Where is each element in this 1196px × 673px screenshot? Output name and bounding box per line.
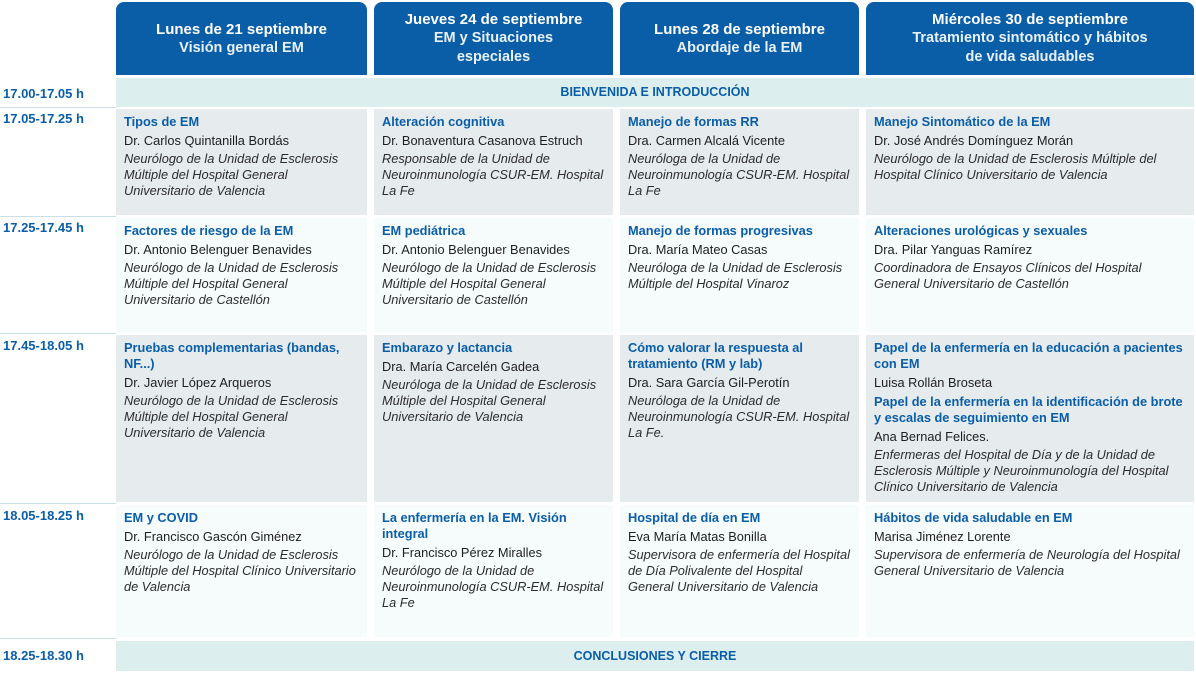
row-divider [0, 107, 116, 108]
session-cell [374, 218, 613, 332]
speaker-role: Neurólogo de la Unidad de Esclerosis Múltiple del Hospital Clínico Universitario de Valencia [124, 547, 356, 594]
time-slot: 17.00-17.05 h [3, 86, 84, 101]
speaker-role: Neurólogo de la Unidad de Esclerosis Múltiple del Hospital General Universitario de Castellón [382, 260, 597, 307]
session-title: Hospital de día en EM [628, 510, 761, 525]
row-divider [0, 503, 116, 504]
speaker-name: Dr. Bonaventura Casanova Estruch [382, 133, 583, 148]
session-cell [620, 505, 859, 637]
speaker-name: Dr. Antonio Belenguer Benavides [382, 242, 570, 257]
session-title: EM pediátrica [382, 223, 466, 238]
speaker-name: Dr. Antonio Belenguer Benavides [124, 242, 312, 257]
speaker-role: Neurólogo de la Unidad de Esclerosis Múltiple del Hospital Clínico Universitario de Valencia [874, 151, 1157, 182]
session-cell [866, 505, 1194, 637]
session-title: Tipos de EM [124, 114, 200, 129]
speaker-role: Neurólogo de la Unidad de Esclerosis Múltiple del Hospital General Universitario de Valencia [124, 393, 339, 440]
speaker-name: Dra. María Mateo Casas [628, 242, 768, 257]
day-subtitle: EM y Situaciones especiales [433, 30, 554, 65]
session-title-secondary: Papel de la enfermería en la identificación de brote y escalas de seguimiento en EM [874, 394, 1183, 425]
speaker-name: Dra. Carmen Alcalá Vicente [628, 133, 785, 148]
day-subtitle: Tratamiento sintomático y hábitos de vida saludables [912, 30, 1148, 65]
row-divider [0, 333, 116, 334]
day-date: Miércoles 30 de septiembre [932, 11, 1128, 28]
speaker-role: Neuróloga de la Unidad de Neuroinmunología CSUR-EM. Hospital La Fe [628, 151, 850, 198]
session-cell [374, 335, 613, 502]
day-header-1 [116, 2, 367, 75]
session-title: Cómo valorar la respuesta al tratamiento (RM y lab) [628, 340, 803, 371]
session-cell [116, 109, 367, 215]
speaker-role: Supervisora de enfermería del Hospital de Día Polivalente del Hospital General Universitario de Valencia [628, 547, 850, 594]
session-cell [866, 218, 1194, 332]
time-slot: 18.25-18.30 h [3, 648, 84, 663]
speaker-name: Dr. Francisco Pérez Miralles [382, 545, 542, 560]
session-title: Embarazo y lactancia [382, 340, 513, 355]
speaker-role: Neuróloga de la Unidad de Esclerosis Múltiple del Hospital Vinaroz [628, 260, 843, 291]
day-header-4 [866, 2, 1194, 75]
speaker-role: Responsable de la Unidad de Neuroinmunología CSUR-EM. Hospital La Fe [382, 151, 604, 198]
speaker-name: Eva María Matas Bonilla [628, 529, 767, 544]
session-title: Factores de riesgo de la EM [124, 223, 294, 238]
day-subtitle: Abordaje de la EM [676, 39, 803, 56]
day-header-3 [620, 2, 859, 75]
speaker-role: Coordinadora de Ensayos Clínicos del Hospital General Universitario de Castellón [874, 260, 1142, 291]
speaker-role: Neurólogo de la Unidad de Neuroinmunología CSUR-EM. Hospital La Fe [382, 563, 604, 610]
speaker-role: Supervisora de enfermería de Neurología del Hospital General Universitario de Valencia [874, 547, 1180, 578]
time-slot: 17.25-17.45 h [3, 220, 84, 235]
speaker-role: Neurólogo de la Unidad de Esclerosis Múltiple del Hospital General Universitario de Castellón [124, 260, 339, 307]
day-date: Jueves 24 de septiembre [404, 11, 583, 28]
closing-band: CONCLUSIONES Y CIERRE [116, 641, 1194, 671]
session-cell [620, 218, 859, 332]
session-cell [116, 335, 367, 502]
session-cell [116, 218, 367, 332]
session-title: Alteraciones urológicas y sexuales [874, 223, 1088, 238]
speaker-name-secondary: Ana Bernad Felices. [874, 429, 990, 444]
session-cell [374, 109, 613, 215]
session-title: La enfermería en la EM. Visión integral [382, 510, 567, 541]
time-slot: 17.05-17.25 h [3, 111, 84, 126]
session-title: EM y COVID [124, 510, 198, 525]
day-header-2 [374, 2, 613, 75]
session-title: Alteración cognitiva [382, 114, 505, 129]
session-title: Manejo Sintomático de la EM [874, 114, 1051, 129]
time-slot: 18.05-18.25 h [3, 508, 84, 523]
day-date: Lunes de 21 septiembre [156, 20, 327, 38]
speaker-role: Enfermeras del Hospital de Día y de la Unidad de Esclerosis Múltiple y Neuroinmunología del Hospital Clínico Universitario de Valencia [874, 447, 1169, 494]
day-date: Lunes 28 de septiembre [654, 20, 825, 38]
session-cell [866, 335, 1194, 502]
session-title: Manejo de formas progresivas [628, 223, 813, 238]
session-title: Hábitos de vida saludable en EM [874, 510, 1073, 525]
session-title: Pruebas complementarias (bandas, NF...) [124, 340, 340, 371]
speaker-name: Dr. Javier López Arqueros [124, 375, 272, 390]
welcome-band: BIENVENIDA E INTRODUCCIÓN [116, 78, 1194, 107]
row-divider [0, 216, 116, 217]
speaker-role: Neuróloga de la Unidad de Esclerosis Múltiple del Hospital General Universitario de Valencia [382, 377, 597, 424]
speaker-name: Luisa Rollán Broseta [874, 375, 993, 390]
speaker-role: Neuróloga de la Unidad de Neuroinmunología CSUR-EM. Hospital La Fe. [628, 393, 850, 440]
time-slot: 17.45-18.05 h [3, 338, 84, 353]
speaker-name: Dr. Francisco Gascón Giménez [124, 529, 302, 544]
speaker-name: Dra. María Carcelén Gadea [382, 359, 540, 374]
session-cell [374, 505, 613, 637]
session-title: Papel de la enfermería en la educación a pacientes con EM [874, 340, 1183, 371]
day-subtitle: Visión general EM [179, 39, 304, 56]
row-divider [0, 638, 116, 639]
session-title: Manejo de formas RR [628, 114, 759, 129]
speaker-name: Dra. Sara García Gil-Perotín [628, 375, 790, 390]
speaker-role: Neurólogo de la Unidad de Esclerosis Múltiple del Hospital General Universitario de Valencia [124, 151, 339, 198]
speaker-name: Marisa Jiménez Lorente [874, 529, 1011, 544]
session-cell [620, 109, 859, 215]
speaker-name: Dr. José Andrés Domínguez Morán [874, 133, 1074, 148]
session-cell [620, 335, 859, 502]
session-cell [866, 109, 1194, 215]
speaker-name: Dr. Carlos Quintanilla Bordás [124, 133, 290, 148]
session-cell [116, 505, 367, 637]
speaker-name: Dra. Pilar Yanguas Ramírez [874, 242, 1033, 257]
